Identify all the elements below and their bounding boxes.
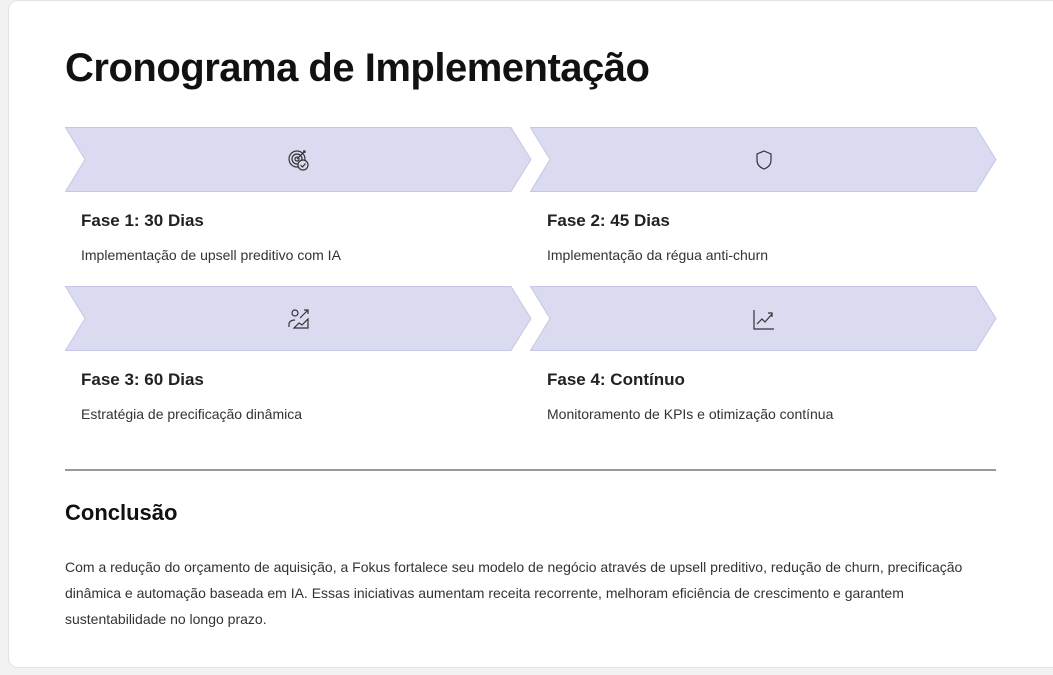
line-chart-icon (752, 307, 776, 331)
phase-4-title: Fase 4: Contínuo (547, 370, 685, 389)
phase-3-title: Fase 3: 60 Dias (81, 370, 204, 389)
phase-3-chevron (65, 286, 532, 351)
target-check-icon (287, 148, 311, 172)
phase-2-desc: Implementação da régua anti-churn (547, 247, 769, 263)
phase-1-desc: Implementação de upsell preditivo com IA (81, 247, 341, 263)
phase-2-title: Fase 2: 45 Dias (547, 211, 670, 230)
divider (65, 469, 996, 471)
phase-4-desc: Monitoramento de KPIs e otimização contínua (547, 406, 834, 422)
phase-1-chevron (65, 127, 532, 192)
phase-3-desc: Estratégia de precificação dinâmica (81, 406, 303, 422)
conclusion-text: Com a redução do orçamento de aquisição, a Fokus fortalece seu modelo de negócio através de upsell preditivo, redução de churn, precificação dinâmica e automação baseada em IA. Essas iniciativas aumentam receita recorrente, melhoram eficiência de crescimento e garantem sustentabilidade no longo prazo. (65, 559, 963, 627)
page-title: Cronograma de Implementação (65, 46, 650, 90)
user-growth-icon (287, 307, 311, 331)
phase-2-chevron (530, 127, 997, 192)
phase-1-title: Fase 1: 30 Dias (81, 211, 204, 230)
phase-4-chevron (530, 286, 997, 351)
shield-icon (752, 148, 776, 172)
conclusion-heading: Conclusão (65, 500, 178, 525)
